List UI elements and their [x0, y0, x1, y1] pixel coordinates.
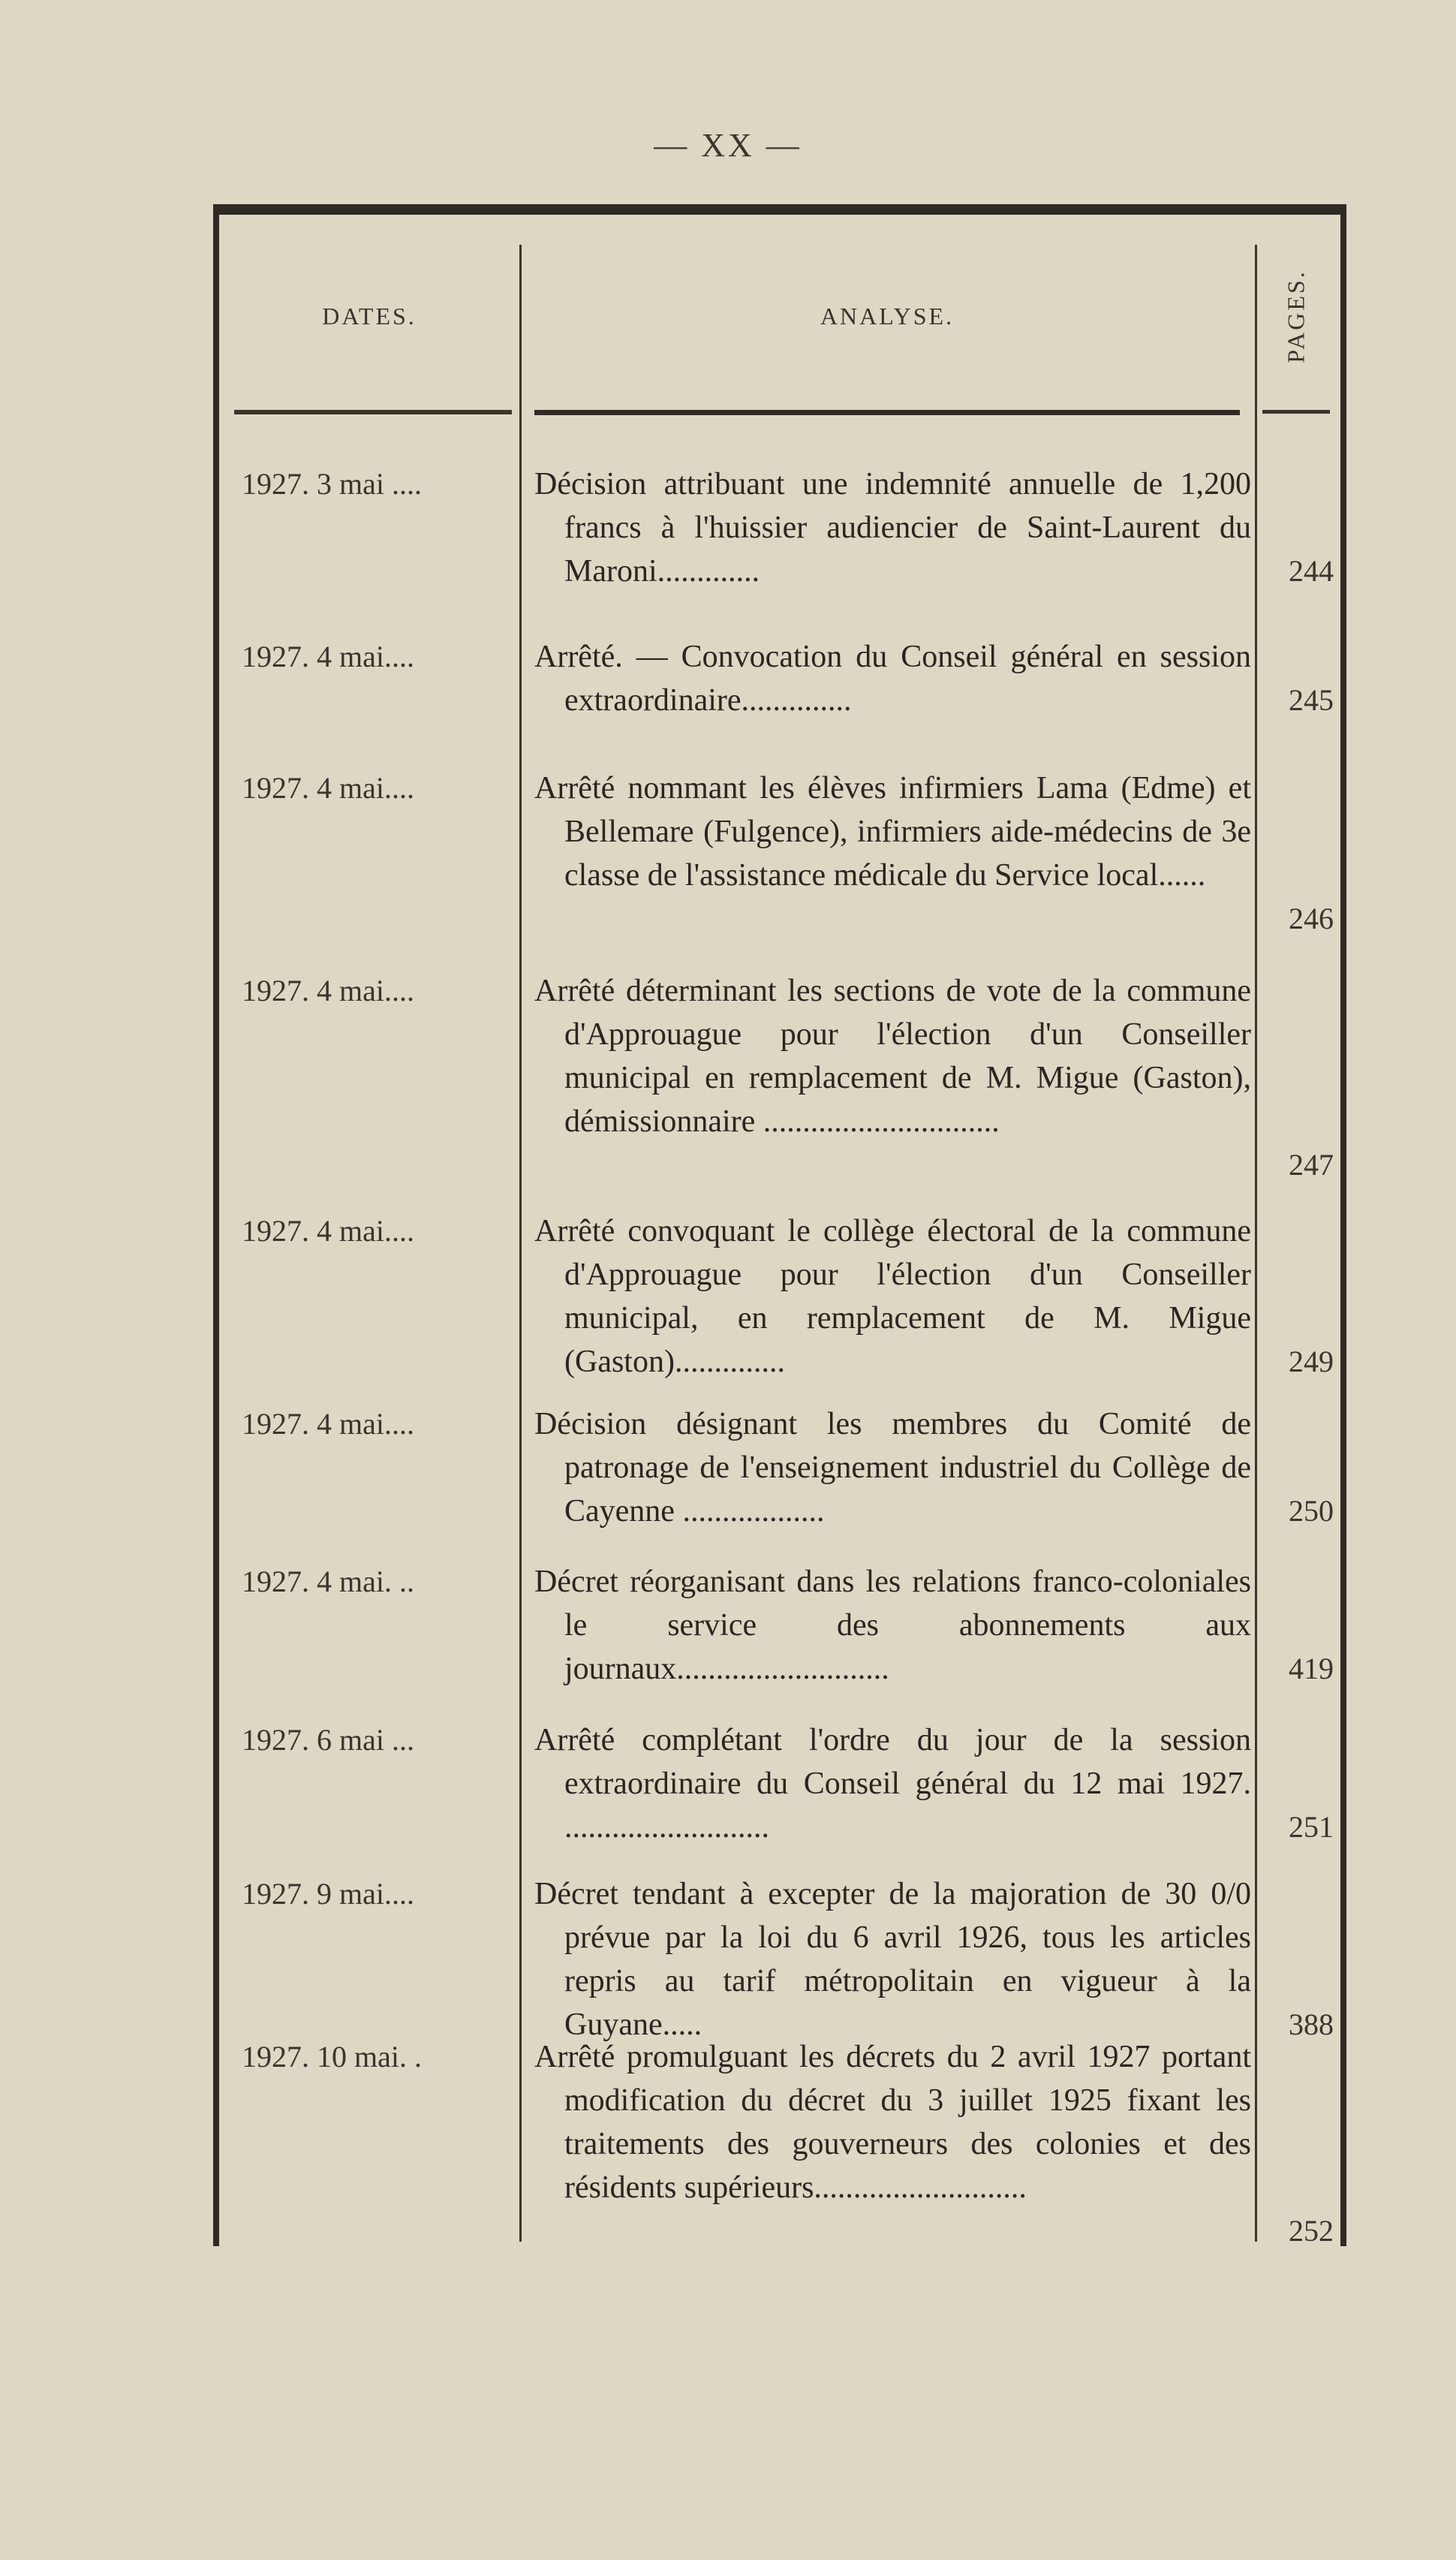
entry-page: 388: [1289, 2007, 1334, 2041]
entry-analysis: Arrêté convoquant le collège électoral de la commune d'Approuague pour l'élection d'un Conseiller municipal, en remplacement de M. Migue (Gaston)..............: [534, 1214, 1251, 1379]
entry-page: 251: [1289, 1810, 1334, 1844]
entry-analysis: Décret réorganisant dans les relations franco-coloniales le service des abonnements aux journaux...........................: [534, 1565, 1251, 1686]
entry-page: 244: [1289, 554, 1334, 588]
header-rule-analyse: [534, 410, 1240, 415]
table-header: [219, 245, 1340, 387]
entry-page: 249: [1289, 1345, 1334, 1378]
entry-date: 1927. 4 mai. ..: [242, 1565, 414, 1598]
entry-analysis: Décision désignant les membres du Comité de patronage de l'enseignement industriel du Collège de Cayenne ..................: [534, 1407, 1251, 1528]
entry-analysis: Arrêté déterminant les sections de vote de la commune d'Approuague pour l'élection d'un Conseiller municipal en remplacement de M. Migue (Gaston), démissionnaire ..............................: [534, 974, 1251, 1139]
entry-date: 1927. 4 mai....: [242, 1214, 414, 1248]
header-rule-pages: [1262, 410, 1330, 414]
entry-page: 250: [1289, 1494, 1334, 1528]
entry-page: 419: [1289, 1652, 1334, 1685]
entry-page: 247: [1289, 1148, 1334, 1182]
entry-date: 1927. 4 mai....: [242, 640, 414, 673]
column-header-dates: DATES.: [322, 302, 417, 330]
entry-page: 246: [1289, 902, 1334, 935]
entry-analysis: Arrêté. — Convocation du Conseil général en session extraordinaire..............: [534, 640, 1251, 718]
header-rule-dates: [234, 410, 512, 414]
entry-analysis: Arrêté promulguant les décrets du 2 avril 1927 portant modification du décret du 3 juillet 1925 fixant les traitements des gouverneurs des colonies et des résidents supérieurs...........................: [534, 2040, 1251, 2205]
index-table: [213, 204, 1346, 2246]
entry-analysis: Arrêté complétant l'ordre du jour de la session extraordinaire du Conseil général du 12 mai 1927. ..........................: [534, 1723, 1251, 1845]
entry-analysis: Arrêté nommant les élèves infirmiers Lama (Edme) et Bellemare (Fulgence), infirmiers aide-médecins de 3e classe de l'assistance médicale du Service local......: [534, 771, 1251, 893]
entry-page: 245: [1289, 683, 1334, 717]
entry-date: 1927. 4 mai....: [242, 771, 414, 805]
column-header-pages: PAGES.: [1282, 269, 1310, 363]
entry-analysis: Décret tendant à excepter de la majoration de 30 0/0 prévue par la loi du 6 avril 1926, tous les articles repris au tarif métropolitain en vigueur à la Guyane.....: [534, 1877, 1251, 2042]
entry-date: 1927. 10 mai. .: [242, 2040, 422, 2074]
entry-date: 1927. 4 mai....: [242, 1407, 414, 1441]
entry-date: 1927. 9 mai....: [242, 1877, 414, 1911]
entry-date: 1927. 6 mai ...: [242, 1723, 414, 1757]
entry-date: 1927. 3 mai ....: [242, 467, 422, 501]
entry-analysis: Décision attribuant une indemnité annuelle de 1,200 francs à l'huissier audiencier de Saint-Laurent du Maroni.............: [534, 467, 1251, 589]
column-divider-pages: [1255, 245, 1257, 2242]
column-header-analyse: ANALYSE.: [820, 302, 955, 330]
entry-date: 1927. 4 mai....: [242, 974, 414, 1007]
entry-page: 252: [1289, 2214, 1334, 2248]
page-number-header: — XX —: [654, 127, 802, 164]
column-divider-dates: [519, 245, 522, 2242]
